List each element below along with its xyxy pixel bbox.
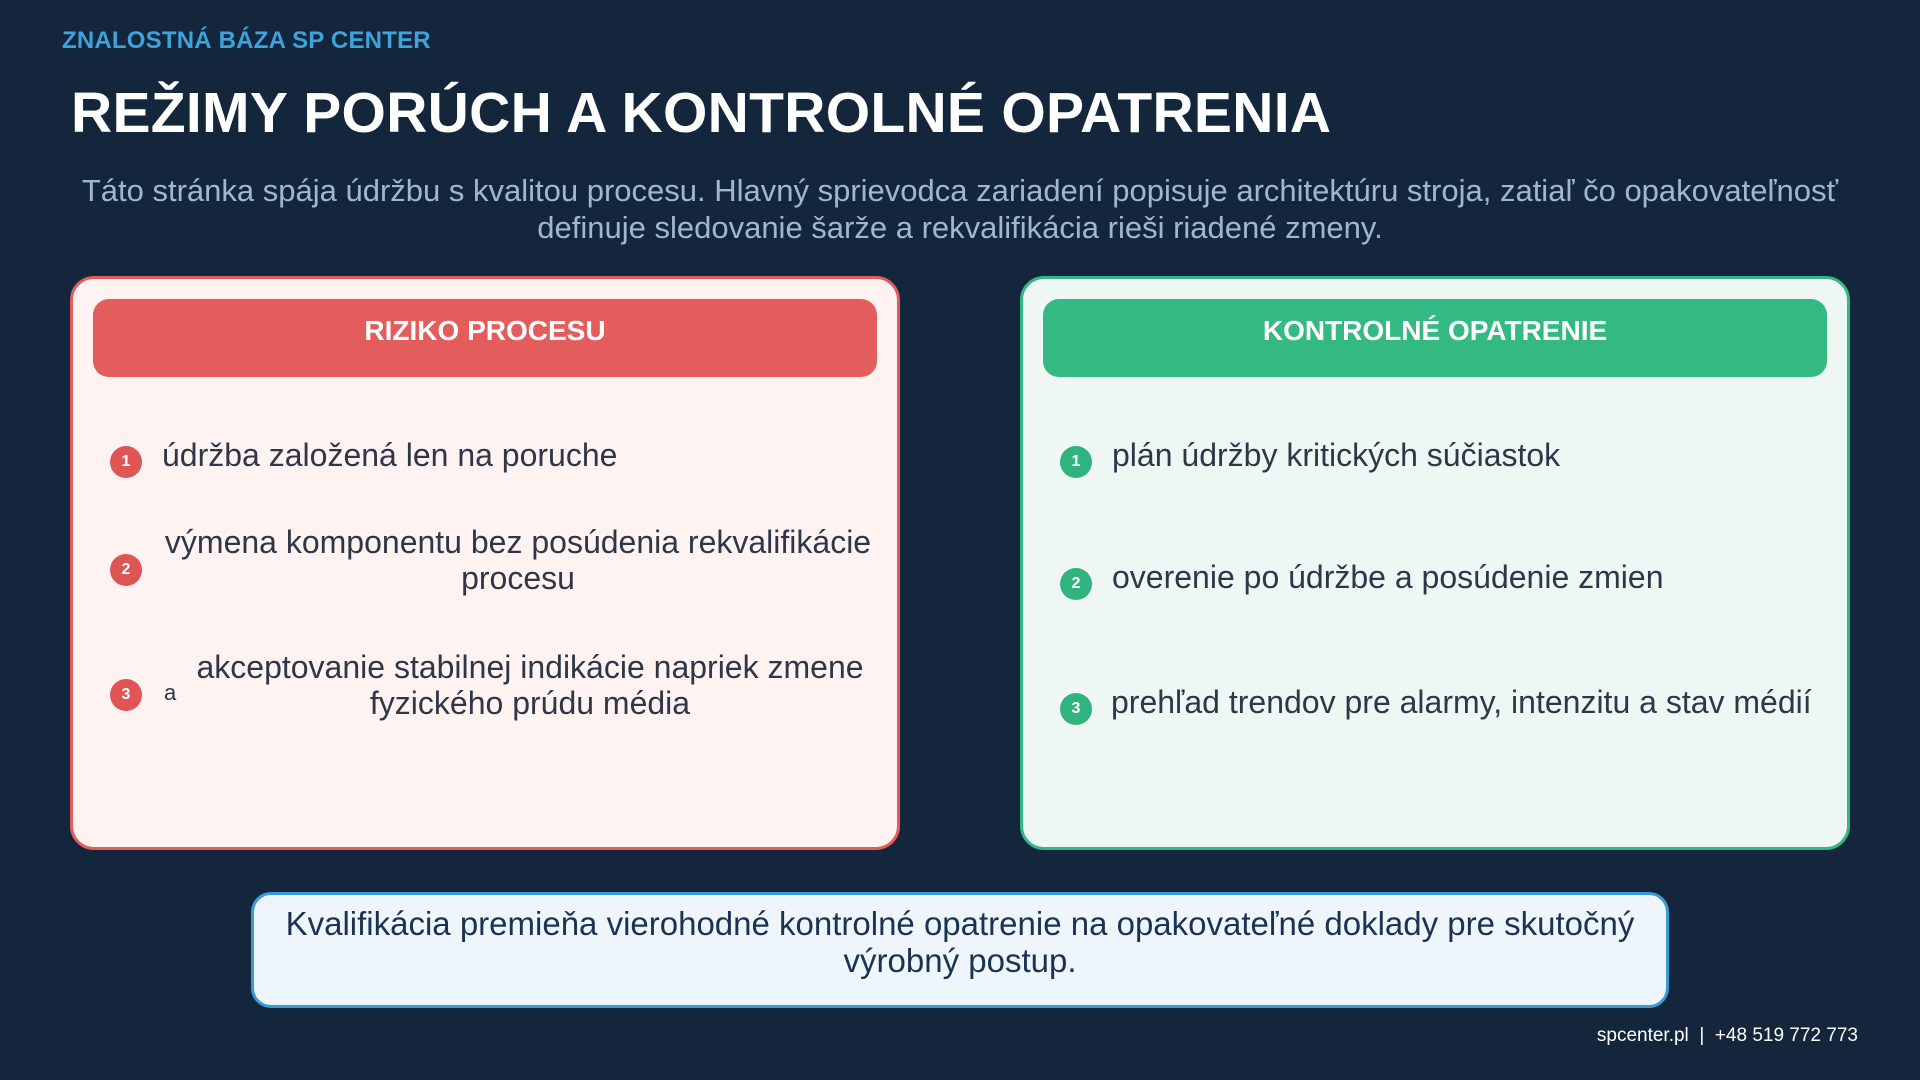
control-panel-heading: KONTROLNÉ OPATRENIE	[1043, 299, 1827, 377]
control-item-text: prehľad trendov pre alarmy, intenzitu a stav médií	[1111, 684, 1812, 720]
summary-callout: Kvalifikácia premieňa vierohodné kontrolné opatrenie na opakovateľné doklady pre skutočný výrobný postup.	[251, 892, 1669, 1008]
risk-item-1	[73, 419, 897, 509]
intro-paragraph: Táto stránka spája údržbu s kvalitou procesu. Hlavný sprievodca zariadení popisuje architektúru stroja, zatiaľ čo opakovateľnosť definuje sledovanie šarže a rekvalifikácia rieši riadené zmeny.	[81, 173, 1839, 245]
risk-panel	[70, 276, 900, 850]
control-item-text: overenie po údržbe a posúdenie zmien	[1112, 559, 1664, 595]
number-badge: 2	[110, 554, 142, 586]
risk-panel-heading: RIZIKO PROCESU	[93, 299, 877, 377]
risk-item-text: výmena komponentu bez posúdenia rekvalifikácie procesu	[164, 524, 872, 596]
number-badge: 3	[1060, 693, 1092, 725]
number-badge: 1	[110, 446, 142, 478]
control-item-1	[1023, 419, 1847, 509]
control-item-3	[1023, 666, 1847, 756]
footer-contact: spcenter.pl | +48 519 772 773	[1596, 1025, 1858, 1046]
control-item-2	[1023, 541, 1847, 631]
control-item-text: plán údržby kritických súčiastok	[1112, 437, 1561, 473]
kicker-label: ZNALOSTNÁ BÁZA SP CENTER	[62, 27, 431, 54]
number-badge: 2	[1060, 568, 1092, 600]
control-panel	[1020, 276, 1850, 850]
risk-item-3	[73, 649, 897, 739]
risk-item-text: akceptovanie stabilnej indikácie napriek zmene fyzického prúdu média	[196, 649, 864, 721]
risk-item-text: údržba založená len na poruche	[162, 437, 618, 473]
number-badge: 1	[1060, 446, 1092, 478]
risk-item-prefix: a	[164, 680, 177, 705]
number-badge: 3	[110, 679, 142, 711]
risk-item-2	[73, 524, 897, 614]
page-title: REŽIMY PORÚCH A KONTROLNÉ OPATRENIA	[71, 81, 1332, 145]
